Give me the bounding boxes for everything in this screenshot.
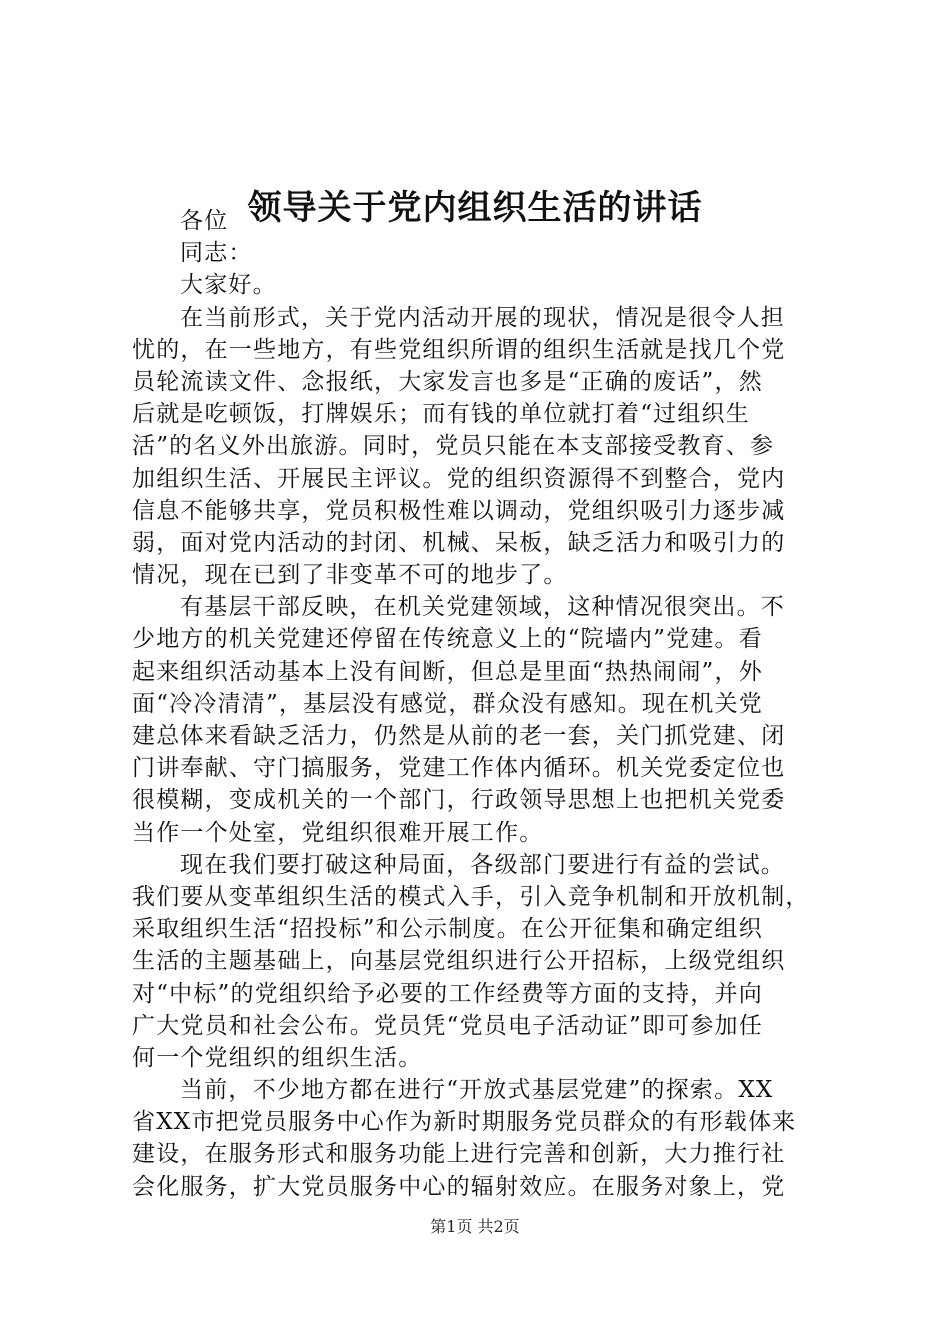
- body-line: 生活的主题基础上，向基层党组织进行公开招标，上级党组织: [132, 948, 786, 975]
- body-line: 采取组织生活“招投标”和公示制度。在公开征集和确定组织: [132, 916, 763, 943]
- body-line: 很模糊，变成机关的一个部门，行政领导思想上也把机关党委: [132, 787, 786, 814]
- body-line: 我们要从变革组织生活的模式入手，引入竞争机制和开放机制，: [132, 883, 810, 910]
- body-line: 员轮流读文件、念报纸，大家发言也多是“正确的废话”，然: [132, 368, 763, 395]
- body-line: 何一个党组织的组织生活。: [132, 1044, 423, 1071]
- body-line: 广大党员和社会公布。党员凭“党员电子活动证”即可参加任: [132, 1012, 763, 1039]
- body-line: 在当前形式，关于党内活动开展的现状，情况是很令人担: [180, 304, 785, 331]
- body-line: 起来组织活动基本上没有间断，但总是里面“热热闹闹”，外: [132, 658, 763, 685]
- body-line: 对“中标”的党组织给予必要的工作经费等方面的支持，并向: [132, 980, 763, 1007]
- body-line: 活”的名义外出旅游。同时，党员只能在本支部接受教育、参: [132, 433, 775, 460]
- body-line: 各位: [180, 208, 229, 234]
- body-line: 面“冷冷清清”，基层没有感觉，群众没有感知。现在机关党: [132, 690, 763, 717]
- document-body: [132, 205, 832, 1203]
- body-line: 会化服务，扩大党员服务中心的辐射效应。在服务对象上，党: [132, 1173, 786, 1200]
- body-line: 加组织生活、开展民主评议。党的组织资源得不到整合，党内: [132, 465, 786, 492]
- body-line: 建设，在服务形式和服务功能上进行完善和创新，大力推行社: [132, 1141, 786, 1168]
- body-line: 当作一个处室，党组织很难开展工作。: [132, 819, 544, 846]
- body-line: 门讲奉献、守门搞服务，党建工作体内循环。机关党委定位也: [132, 755, 786, 782]
- body-line: 建总体来看缺乏活力，仍然是从前的老一套，关门抓党建、闭: [132, 723, 786, 749]
- document-title: 领导关于党内组织生活的讲话: [247, 188, 703, 228]
- body-line: 情况，现在已到了非变革不可的地步了。: [132, 562, 568, 589]
- body-line: 当前，不少地方都在进行“开放式基层党建”的探索。XX: [180, 1077, 774, 1104]
- body-line: 后就是吃顿饭，打牌娱乐；而有钱的单位就打着“过组织生: [132, 401, 750, 428]
- body-line: 省XX市把党员服务中心作为新时期服务党员群众的有形载体来: [132, 1109, 797, 1136]
- body-line: 忧的，在一些地方，有些党组织所谓的组织生活就是找几个党: [132, 336, 786, 363]
- body-line: 现在我们要打破这种局面，各级部门要进行有益的尝试。: [180, 851, 785, 878]
- body-line: 大家好。: [180, 272, 277, 299]
- page-footer: 第1页 共2页: [430, 1217, 520, 1236]
- body-line: 有基层干部反映，在机关党建领域，这种情况很突出。不: [180, 594, 785, 621]
- body-line: 弱，面对党内活动的封闭、机械、呆板，缺乏活力和吸引力的: [132, 529, 786, 556]
- body-line: 信息不能够共享，党员积极性难以调动，党组织吸引力逐步减: [132, 497, 786, 524]
- body-line: 同志：: [180, 240, 253, 267]
- body-line: 少地方的机关党建还停留在传统意义上的“院墙内”党建。看: [132, 626, 763, 653]
